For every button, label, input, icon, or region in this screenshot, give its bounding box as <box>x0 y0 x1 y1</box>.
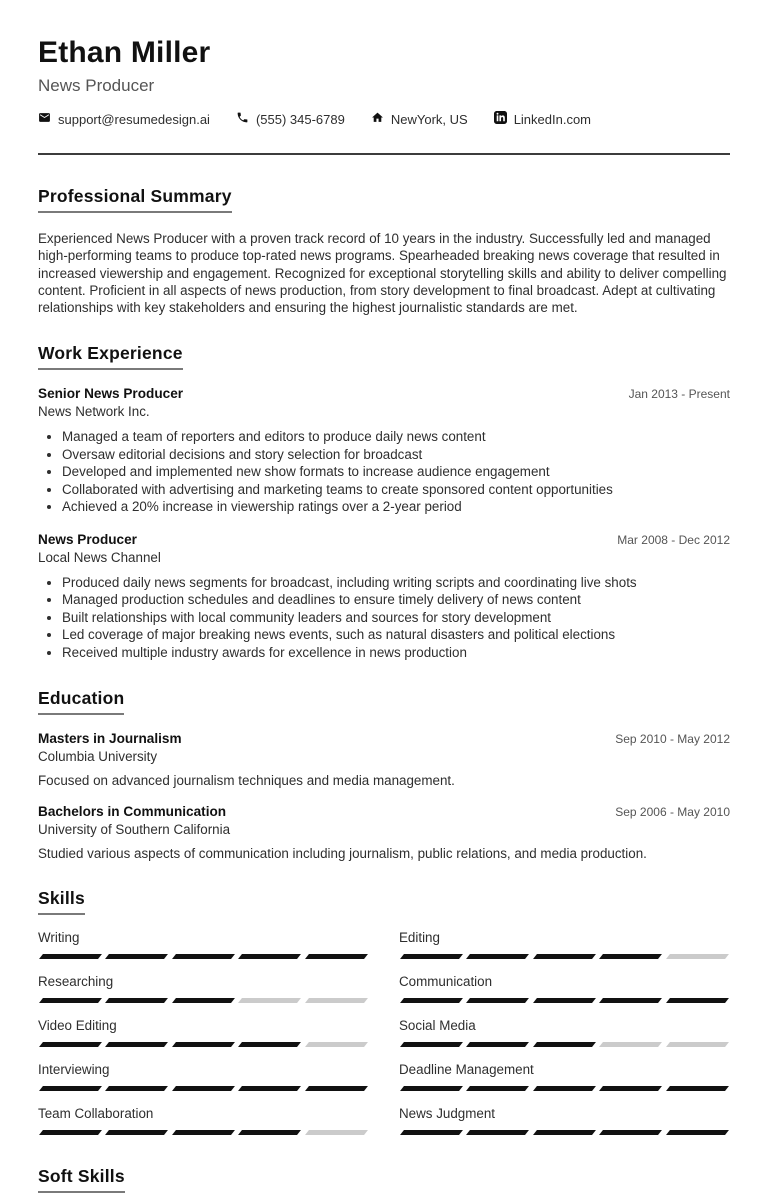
skill-bar-segment-filled <box>105 998 168 1003</box>
skill-name: Social Media <box>399 1018 476 1034</box>
skill-bar-segment-filled <box>238 1086 301 1091</box>
skill-bar-segment-filled <box>172 998 235 1003</box>
section-education <box>38 688 730 861</box>
skill-bar <box>399 954 730 959</box>
contact-location-text: NewYork, US <box>390 111 468 127</box>
skill-bar-segment-filled <box>39 998 102 1003</box>
job-bullet: • Built relationships with local community leaders and sources for story development <box>62 609 730 627</box>
education-entry <box>38 804 730 861</box>
skill-item <box>38 1106 369 1135</box>
skill-item <box>399 1062 730 1091</box>
skills-grid <box>38 930 730 1150</box>
skill-bar-segment-filled <box>666 1086 729 1091</box>
header-divider <box>38 153 730 155</box>
skill-bar-segment-filled <box>238 1130 301 1135</box>
summary-text: Experienced News Producer with a proven track record of 10 years in the industry. Successfully led and managed high-performing teams to produce top-rated news programs. Spearheaded breaking news coverage that resulted in increased viewership and engagement. Recognized for exceptional storytelling skills and ability to deliver compelling content. Proficient in all aspects of news production, from story development to final broadcast. Adept at cultivating relationships with key stakeholders and ensuring the highest journalistic standards are met. <box>38 231 727 316</box>
skill-bar <box>38 1130 369 1135</box>
skill-bar-segment-filled <box>466 1130 529 1135</box>
job-bullet: • Managed production schedules and deadlines to ensure timely delivery of news content <box>62 591 730 609</box>
phone-icon <box>236 111 249 127</box>
skill-bar-segment-filled <box>533 1130 596 1135</box>
contact-row <box>38 111 730 127</box>
education-entry-head <box>38 731 730 746</box>
education-heading: Education <box>38 688 124 715</box>
skill-bar-segment-filled <box>533 1042 596 1047</box>
skill-bar-segment-filled <box>400 1042 463 1047</box>
education-entry <box>38 731 730 788</box>
skill-bar-segment-filled <box>599 954 662 959</box>
skill-bar-segment-filled <box>666 1130 729 1135</box>
skill-name: Communication <box>399 974 493 990</box>
degree-title: Bachelors in Communication <box>38 804 227 820</box>
skill-bar-segment-filled <box>105 1086 168 1091</box>
contact-phone <box>236 111 345 127</box>
skill-name: News Judgment <box>399 1106 496 1122</box>
email-icon <box>38 111 51 127</box>
skills-column-right <box>399 930 730 1150</box>
skill-bar-segment-filled <box>172 954 235 959</box>
skill-bar-segment-filled <box>599 1086 662 1091</box>
skills-column-left <box>38 930 369 1150</box>
skill-name: Interviewing <box>38 1062 110 1078</box>
section-soft-skills <box>38 1166 730 1193</box>
job-entry-head <box>38 386 730 401</box>
skill-bar-segment-filled <box>400 1130 463 1135</box>
contact-email <box>38 111 210 127</box>
job-bullet: • Managed a team of reporters and editors to produce daily news content <box>62 428 730 446</box>
skill-bar-segment-filled <box>466 998 529 1003</box>
candidate-name: Ethan Miller <box>38 36 211 69</box>
skills-heading: Skills <box>38 888 85 915</box>
skill-bar-segment-filled <box>172 1130 235 1135</box>
resume-header <box>38 36 730 155</box>
skill-item <box>38 974 369 1003</box>
skill-bar-segment-empty <box>305 1042 368 1047</box>
school-name: University of Southern California <box>38 822 231 838</box>
skill-item <box>38 930 369 959</box>
skill-bar-segment-filled <box>599 1130 662 1135</box>
skill-name: Team Collaboration <box>38 1106 154 1122</box>
skill-item <box>38 1062 369 1091</box>
skill-bar-segment-filled <box>238 1042 301 1047</box>
school-name: Columbia University <box>38 749 158 765</box>
job-bullet: • Produced daily news segments for broadcast, including writing scripts and coordinating live shots <box>62 574 730 592</box>
job-entry <box>38 386 730 516</box>
job-bullet: • Developed and implemented new show formats to increase audience engagement <box>62 463 730 481</box>
education-description: Studied various aspects of communication including journalism, public relations, and media production. <box>38 846 647 862</box>
skill-bar-segment-filled <box>599 998 662 1003</box>
job-bullet: • Achieved a 20% increase in viewership ratings over a 2-year period <box>62 498 730 516</box>
contact-location <box>371 111 468 127</box>
skill-bar-segment-filled <box>466 954 529 959</box>
skill-bar-segment-filled <box>533 998 596 1003</box>
skill-item <box>399 974 730 1003</box>
skill-name: Researching <box>38 974 114 990</box>
skill-item <box>38 1018 369 1047</box>
skill-bar-segment-filled <box>400 998 463 1003</box>
skill-bar-segment-filled <box>39 1042 102 1047</box>
skill-bar <box>38 1086 369 1091</box>
skill-item <box>399 930 730 959</box>
skill-bar-segment-filled <box>105 1042 168 1047</box>
skill-bar-segment-empty <box>238 998 301 1003</box>
skill-bar <box>399 1042 730 1047</box>
skill-bar-segment-empty <box>666 1042 729 1047</box>
section-professional-summary <box>38 186 730 316</box>
skill-bar-segment-filled <box>105 1130 168 1135</box>
skill-name: Writing <box>38 930 80 946</box>
skill-bar-segment-filled <box>39 1130 102 1135</box>
skill-name: Deadline Management <box>399 1062 534 1078</box>
section-skills <box>38 888 730 1150</box>
work-heading: Work Experience <box>38 343 183 370</box>
job-title: News Producer <box>38 531 137 547</box>
skill-bar-segment-empty <box>599 1042 662 1047</box>
skill-bar <box>38 1042 369 1047</box>
skill-bar-segment-filled <box>466 1042 529 1047</box>
skill-bar-segment-filled <box>400 954 463 959</box>
skill-bar-segment-filled <box>39 1086 102 1091</box>
skill-bar-segment-filled <box>238 954 301 959</box>
job-bullet: • Oversaw editorial decisions and story selection for broadcast <box>62 446 730 464</box>
skill-bar-segment-filled <box>172 1042 235 1047</box>
skill-bar <box>399 1130 730 1135</box>
job-bullet: • Collaborated with advertising and marketing teams to create sponsored content opportunities <box>62 481 730 499</box>
candidate-title: News Producer <box>38 76 155 95</box>
skill-bar-segment-filled <box>666 998 729 1003</box>
home-icon <box>371 111 384 127</box>
job-bullet-list <box>38 428 730 516</box>
skill-bar <box>38 954 369 959</box>
skill-bar <box>399 1086 730 1091</box>
job-title: Senior News Producer <box>38 386 184 402</box>
job-entry <box>38 532 730 662</box>
job-entry-head <box>38 532 730 547</box>
contact-email-text: support@resumedesign.ai <box>58 111 210 127</box>
skill-bar-segment-filled <box>105 954 168 959</box>
section-work-experience <box>38 343 730 661</box>
skill-bar <box>38 998 369 1003</box>
linkedin-icon <box>494 111 507 127</box>
job-bullet: • Led coverage of major breaking news events, such as natural disasters and political elections <box>62 626 730 644</box>
job-company: Local News Channel <box>38 549 161 565</box>
skill-bar-segment-filled <box>533 1086 596 1091</box>
job-bullet: • Received multiple industry awards for excellence in news production <box>62 644 730 662</box>
skill-bar-segment-empty <box>305 998 368 1003</box>
skill-bar-segment-empty <box>305 1130 368 1135</box>
contact-linkedin <box>494 111 591 127</box>
skill-bar-segment-filled <box>172 1086 235 1091</box>
skill-item <box>399 1106 730 1135</box>
job-dates: Mar 2008 - Dec 2012 <box>617 532 730 547</box>
education-description: Focused on advanced journalism techniques and media management. <box>38 773 455 789</box>
skill-bar-segment-filled <box>466 1086 529 1091</box>
skill-item <box>399 1018 730 1047</box>
skill-bar-segment-filled <box>533 954 596 959</box>
contact-linkedin-text: LinkedIn.com <box>513 111 592 127</box>
skill-bar-segment-filled <box>400 1086 463 1091</box>
skill-bar <box>399 998 730 1003</box>
education-dates: Sep 2010 - May 2012 <box>615 732 730 747</box>
skill-bar-segment-filled <box>305 954 368 959</box>
skill-bar-segment-filled <box>305 1086 368 1091</box>
education-entry-head <box>38 804 730 819</box>
skill-bar-segment-empty <box>666 954 729 959</box>
job-company: News Network Inc. <box>38 404 150 420</box>
contact-phone-text: (555) 345-6789 <box>255 111 345 127</box>
summary-heading: Professional Summary <box>38 186 232 213</box>
job-bullet-list <box>38 574 730 662</box>
degree-title: Masters in Journalism <box>38 731 182 747</box>
job-dates: Jan 2013 - Present <box>628 387 730 402</box>
skill-bar-segment-filled <box>39 954 102 959</box>
education-dates: Sep 2006 - May 2010 <box>615 805 730 820</box>
skill-name: Video Editing <box>38 1018 117 1034</box>
soft-skills-heading: Soft Skills <box>38 1166 125 1193</box>
skill-name: Editing <box>399 930 440 946</box>
